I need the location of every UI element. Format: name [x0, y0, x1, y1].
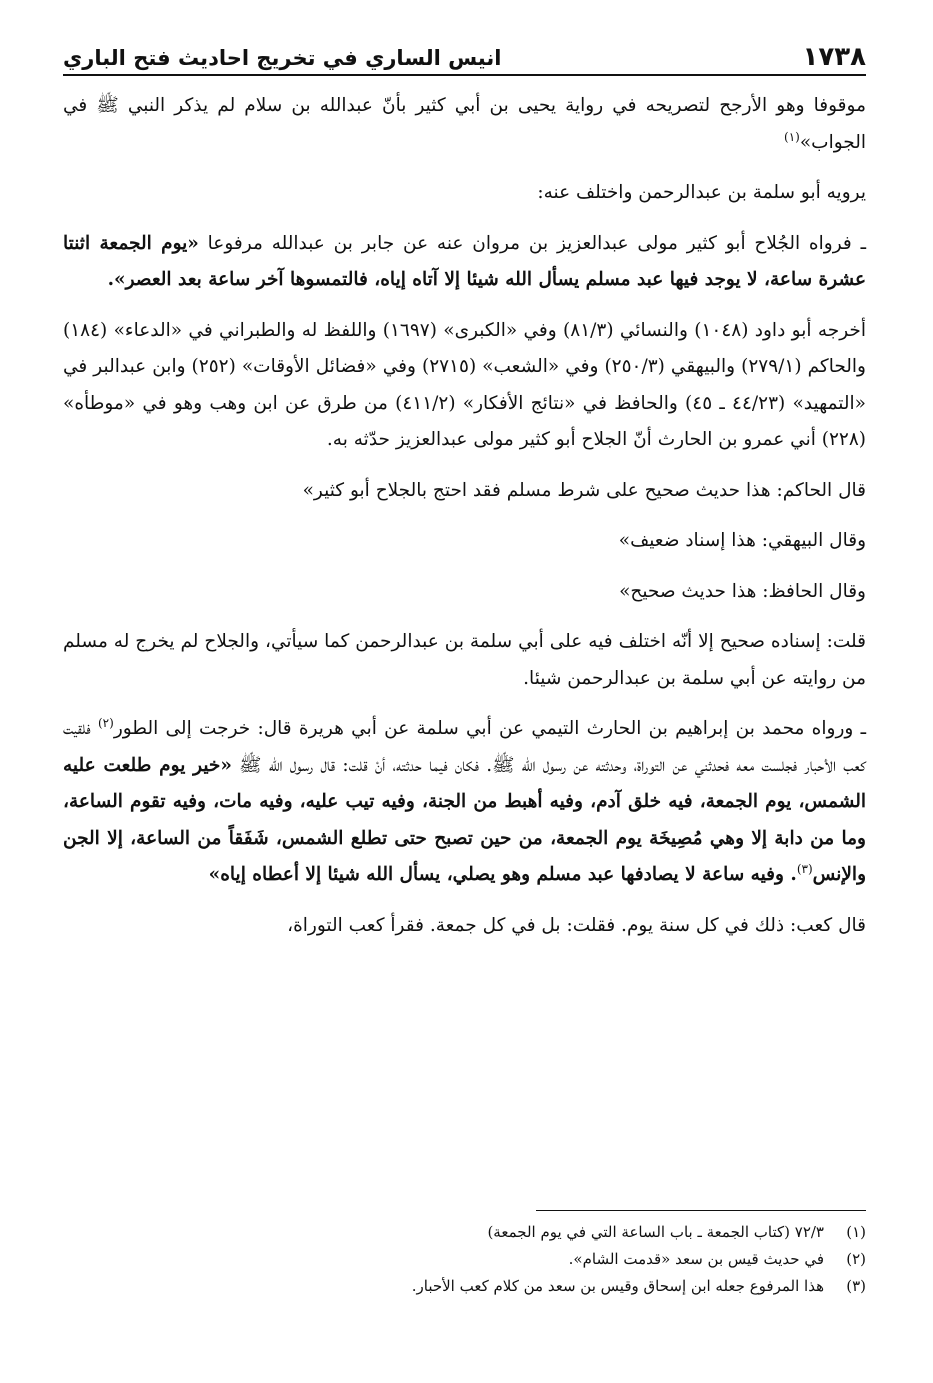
- paragraph: [63, 711, 866, 894]
- paragraph: [63, 313, 866, 459]
- paragraph: [63, 574, 866, 611]
- footnote-ref: (٢): [97, 715, 114, 730]
- hadith-text: «يوم الجمعة اثنتا عشرة ساعة، لا يوجد فيها عبد مسلم يسأل الله شيئا إلا آتاه إياه، فالتمسوها آخر ساعة بعد العصر».: [63, 232, 866, 290]
- paragraph: [63, 523, 866, 560]
- footnote-ref: (١): [784, 129, 800, 144]
- paragraph: [63, 226, 866, 299]
- text-run: فلقيت كعب الأحبار فجلست معه فحدثني عن التوراة، وحدثته عن رسول الله ﷺ. فكان فيما حدثته، أنْ قلت: قال رسول الله ﷺ: [63, 718, 867, 776]
- footnote-item: [63, 1219, 866, 1246]
- text-run: يرويه أبو سلمة بن عبدالرحمن واختلف عنه:: [537, 182, 866, 203]
- page-header: [63, 30, 866, 76]
- text-run: ـ ورواه محمد بن إبراهيم بن الحارث التيمي عن أبي سلمة عن أبي هريرة قال: خرجت إلى الطور: [113, 718, 866, 739]
- paragraph: [63, 473, 866, 510]
- hadith-text: «خير يوم طلعت عليه الشمس، يوم الجمعة، فيه خلق آدم، وفيه أهبط من الجنة، وفيه تيب عليه، وفيه مات، وفيه تقوم الساعة، وما من دابة إلا وهي مُصِيخَة يوم الجمعة، من حين تصبح حتى تطلع الشمس، شَفَقاً من الساعة، إلا الجن والإنس: [63, 754, 866, 885]
- page-number: ١٧٣٨: [802, 42, 866, 72]
- hadith-text: . وفيه ساعة لا يصادفها عبد مسلم وهو يصلي، يسأل الله شيئا إلا أعطاه إياه»: [208, 864, 797, 885]
- footnote-ref: (٣): [796, 861, 813, 876]
- text-run: قال الحاكم: هذا حديث صحيح على شرط مسلم فقد احتج بالجلاح أبو كثير»: [302, 479, 866, 501]
- footnote-text: هذا المرفوع جعله ابن إسحاق وقيس بن سعد من كلام كعب الأحبار.: [411, 1277, 824, 1295]
- footnote-number: (٢): [846, 1250, 866, 1268]
- text-run: ـ فرواه الجُلاح أبو كثير مولى عبدالعزيز بن مروان عنه عن جابر بن عبدالله مرفوعا: [198, 232, 866, 254]
- main-text: [63, 88, 866, 944]
- footnote-number: (١): [846, 1223, 866, 1241]
- footnote-item: [63, 1273, 866, 1300]
- text-run: قال كعب: ذلك في كل سنة يوم. فقلت: بل في كل جمعة. فقرأ كعب التوراة،: [287, 914, 866, 936]
- text-run: وقال البيهقي: هذا إسناد ضعيف»: [618, 530, 866, 551]
- footnotes: [63, 1210, 866, 1300]
- footnote-text: ٧٢/٣ (كتاب الجمعة ـ باب الساعة التي في يوم الجمعة): [487, 1223, 824, 1241]
- footnote-divider: [536, 1210, 866, 1211]
- paragraph: [63, 908, 866, 945]
- footnote-text: في حديث قيس بن سعد «قدمت الشام».: [568, 1250, 824, 1268]
- footnote-item: [63, 1246, 866, 1273]
- text-run: وقال الحافظ: هذا حديث صحيح»: [619, 580, 866, 602]
- footnote-number: (٣): [846, 1277, 866, 1295]
- paragraph: [63, 88, 866, 161]
- text-run: قلت: إسناده صحيح إلا أنّه اختلف فيه على أبي سلمة بن عبدالرحمن كما سيأتي، والجلاح لم يخرج له مسلم من روايته عن أبي سلمة بن عبدالرحمن شيئا.: [63, 631, 866, 689]
- text-run: موقوفا وهو الأرجح لتصريحه في رواية يحيى بن أبي كثير بأنّ عبدالله بن سلام لم يذكر النبي ﷺ في الجواب»: [63, 95, 866, 153]
- text-run: أخرجه أبو داود (١٠٤٨) والنسائي (٨١/٣) وفي «الكبرى» (١٦٩٧) واللفظ له والطبراني في «الدعاء» (١٨٤) والحاكم (٢٧٩/١) والبيهقي (٢٥٠/٣) وفي «الشعب» (٢٧١٥) وفي «فضائل الأوقات» (٢٥٢) وابن عبدالبر في «التمهيد» (٤٤/٢٣ ـ ٤٥) والحافظ في «نتائج الأفكار» (٤١١/٢) من طرق عن ابن وهب وهو في «موطأه» (٢٢٨) أني عمرو بن الحارث أنّ الجلاح أبو كثير مولى عبدالعزيز حدّثه به.: [63, 319, 866, 450]
- paragraph: [63, 624, 866, 697]
- book-page: [63, 30, 866, 1383]
- running-title: انيس الساري في تخريج احاديث فتح الباري: [63, 46, 502, 70]
- paragraph: [63, 175, 866, 212]
